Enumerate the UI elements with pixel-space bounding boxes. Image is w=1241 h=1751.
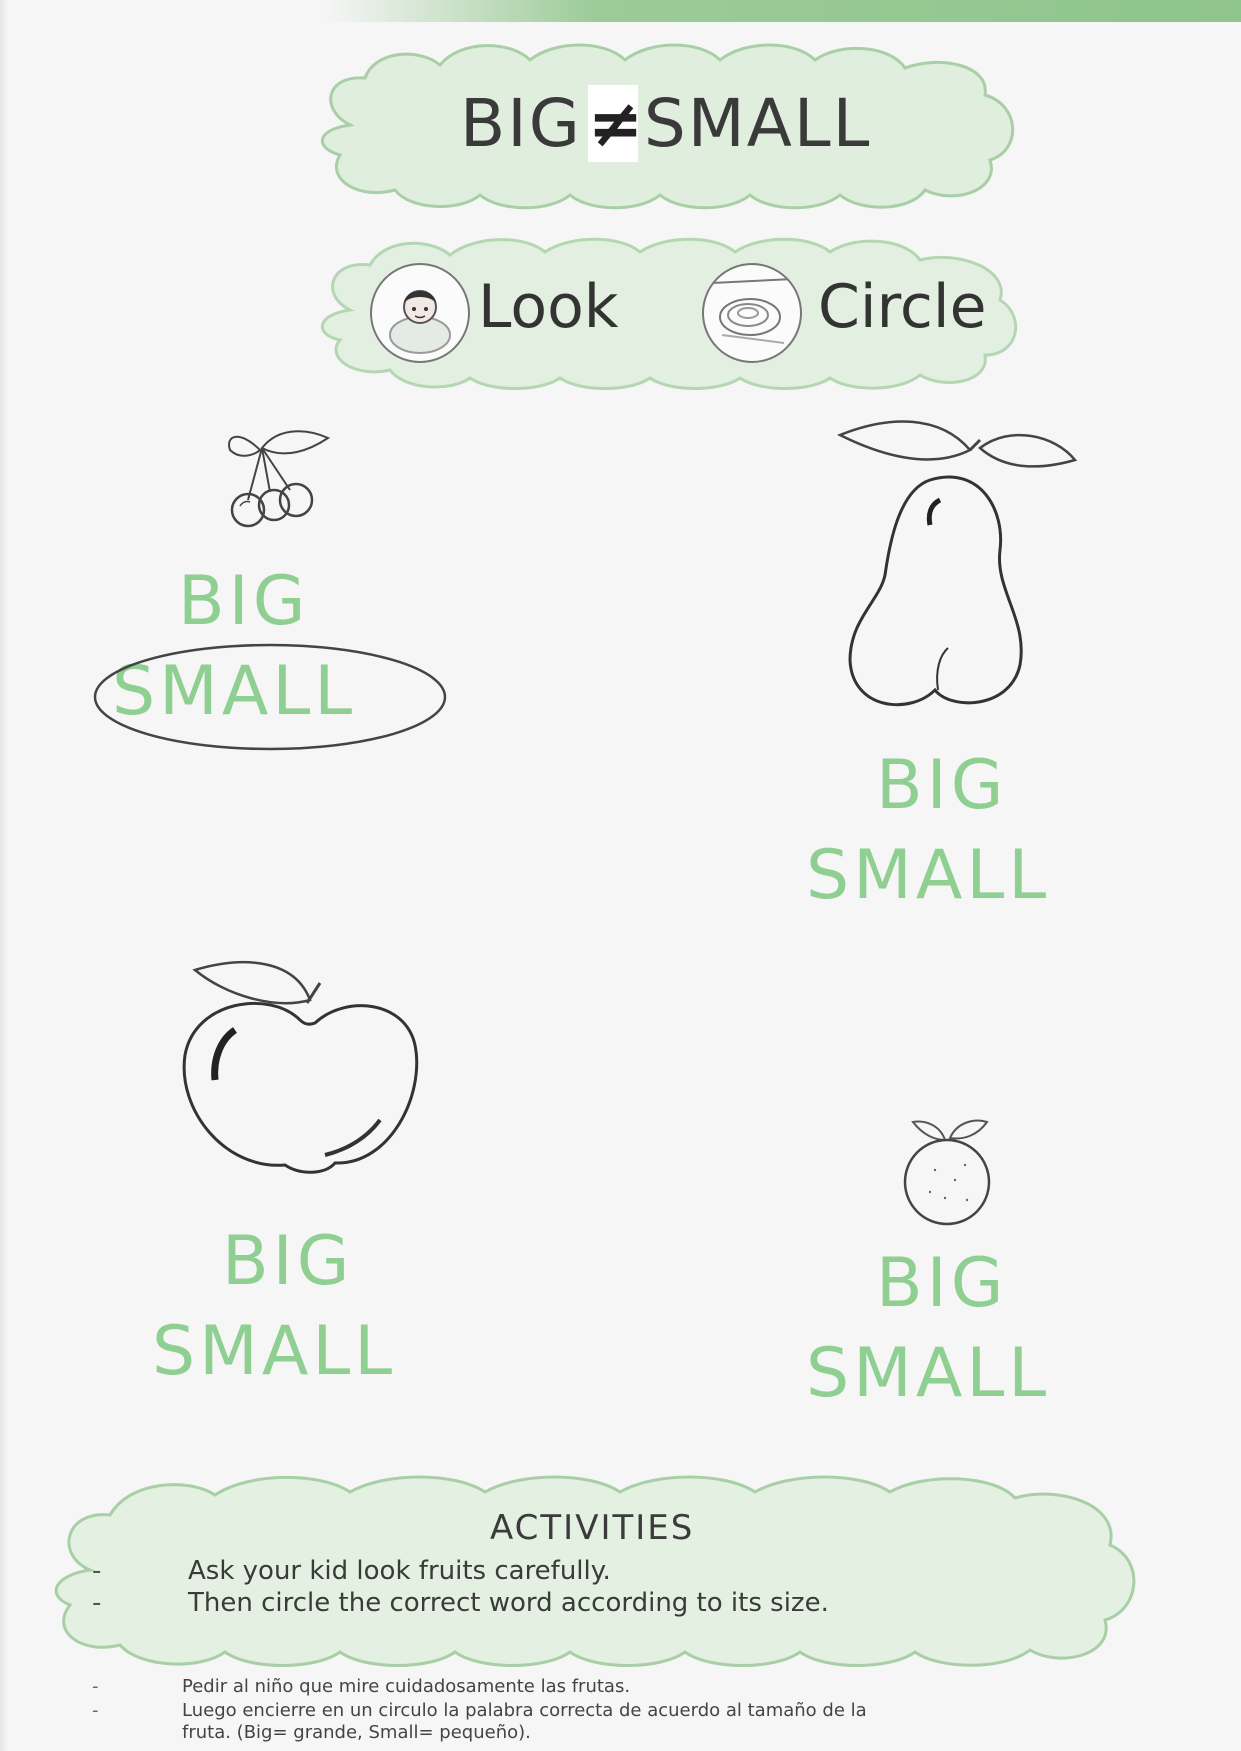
item3-big-word[interactable]: BIG [222, 1222, 354, 1301]
orange-icon [895, 1110, 1005, 1230]
spanish-line-2: Luego encierre en un circulo la palabra correcta de acuerdo al tamaño de la [182, 1700, 867, 1721]
top-green-stripe [320, 0, 1241, 22]
title-big: BIG [460, 85, 582, 162]
answer-circle [90, 640, 450, 755]
bullet-dash: - [92, 1676, 99, 1697]
item1-big-word[interactable]: BIG [178, 562, 310, 641]
page-edge [0, 0, 8, 1751]
title-small: SMALL [643, 85, 872, 162]
child-face-icon [370, 263, 470, 363]
circle-label: Circle [818, 272, 987, 342]
bullet-dash: - [92, 1588, 102, 1618]
look-label: Look [478, 272, 619, 342]
item4-small-word[interactable]: SMALL [806, 1334, 1051, 1413]
item1-small-word[interactable]: SMALL [112, 652, 357, 731]
item2-small-word[interactable]: SMALL [806, 836, 1051, 915]
not-equal-sign: ≠ [587, 85, 646, 162]
circle-scribble-icon [702, 263, 802, 363]
activities-heading: ACTIVITIES [490, 1508, 695, 1548]
item4-big-word[interactable]: BIG [876, 1244, 1008, 1323]
bullet-dash: - [92, 1700, 99, 1721]
bullet-dash: - [92, 1556, 102, 1586]
activity-line-1: Ask your kid look fruits carefully. [188, 1556, 611, 1586]
cherries-icon [200, 420, 340, 550]
pear-icon [830, 410, 1080, 720]
page-title [460, 85, 920, 165]
apple-icon [175, 945, 435, 1195]
activity-line-2: Then circle the correct word according to its size. [188, 1588, 829, 1618]
spanish-line-3: fruta. (Big= grande, Small= pequeño). [182, 1722, 531, 1743]
item3-small-word[interactable]: SMALL [152, 1312, 397, 1391]
item2-big-word[interactable]: BIG [876, 746, 1008, 825]
spanish-line-1: Pedir al niño que mire cuidadosamente las frutas. [182, 1676, 631, 1697]
